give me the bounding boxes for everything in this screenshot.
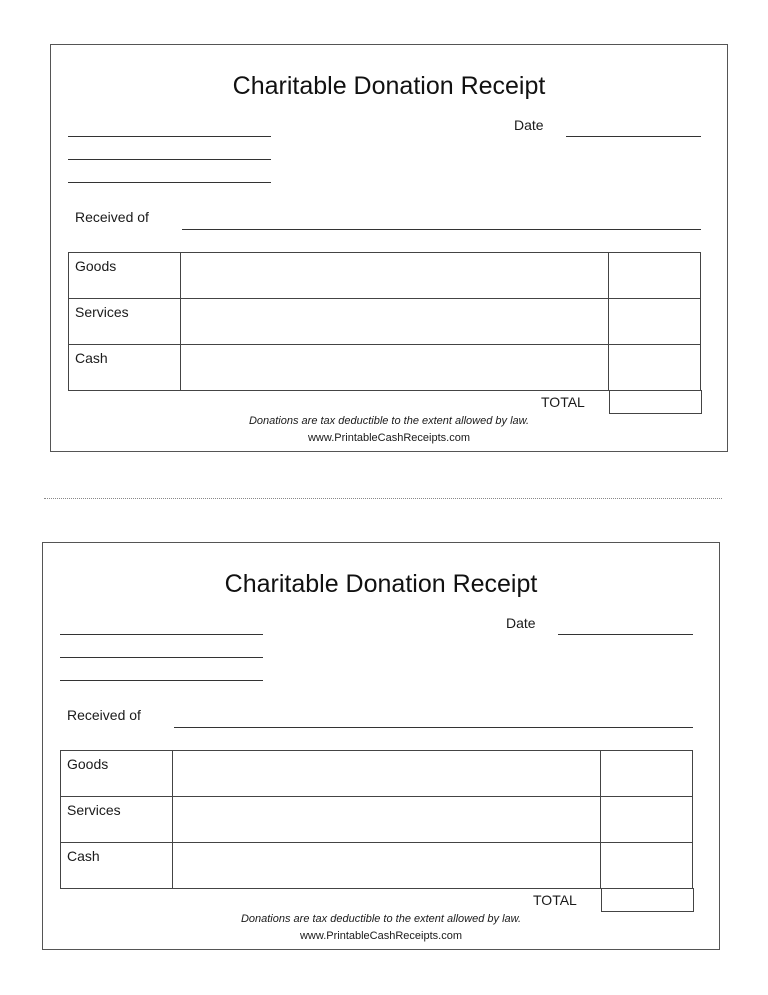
table-row xyxy=(61,843,693,889)
table-row xyxy=(69,253,701,299)
cash-label: Cash xyxy=(69,345,181,391)
date-label: Date xyxy=(514,117,544,133)
services-amount-field[interactable] xyxy=(601,797,693,843)
goods-label: Goods xyxy=(69,253,181,299)
table-row xyxy=(61,797,693,843)
table-row xyxy=(61,751,693,797)
received-of-field[interactable] xyxy=(182,229,701,230)
address-line-3[interactable] xyxy=(68,182,271,183)
table-row xyxy=(69,299,701,345)
cash-label: Cash xyxy=(61,843,173,889)
cut-line-divider xyxy=(44,498,722,499)
total-label: TOTAL xyxy=(541,394,585,410)
tax-deductible-note: Donations are tax deductible to the extent allowed by law. xyxy=(240,913,522,925)
table-row xyxy=(69,345,701,391)
address-line-2[interactable] xyxy=(60,657,263,658)
goods-amount-field[interactable] xyxy=(601,751,693,797)
address-line-2[interactable] xyxy=(68,159,271,160)
address-line-1[interactable] xyxy=(68,136,271,137)
received-of-label: Received of xyxy=(75,209,149,225)
cash-description-field[interactable] xyxy=(173,843,601,889)
tax-deductible-note: Donations are tax deductible to the extent allowed by law. xyxy=(248,415,530,427)
total-amount-field[interactable] xyxy=(601,888,694,912)
services-description-field[interactable] xyxy=(181,299,609,345)
website-url: www.PrintableCashReceipts.com xyxy=(299,930,462,942)
donation-receipt-bottom xyxy=(42,542,720,950)
received-of-field[interactable] xyxy=(174,727,693,728)
goods-description-field[interactable] xyxy=(181,253,609,299)
total-amount-field[interactable] xyxy=(609,390,702,414)
cash-amount-field[interactable] xyxy=(609,345,701,391)
services-label: Services xyxy=(69,299,181,345)
services-description-field[interactable] xyxy=(173,797,601,843)
cash-description-field[interactable] xyxy=(181,345,609,391)
services-label: Services xyxy=(61,797,173,843)
address-line-1[interactable] xyxy=(60,634,263,635)
goods-label: Goods xyxy=(61,751,173,797)
donation-items-table xyxy=(60,750,693,889)
received-of-label: Received of xyxy=(67,707,141,723)
address-line-3[interactable] xyxy=(60,680,263,681)
donation-receipt-top xyxy=(50,44,728,452)
donation-items-table xyxy=(68,252,701,391)
date-label: Date xyxy=(506,615,536,631)
total-label: TOTAL xyxy=(533,892,577,908)
goods-amount-field[interactable] xyxy=(609,253,701,299)
cash-amount-field[interactable] xyxy=(601,843,693,889)
services-amount-field[interactable] xyxy=(609,299,701,345)
receipt-title: Charitable Donation Receipt xyxy=(232,72,546,100)
receipt-title: Charitable Donation Receipt xyxy=(224,570,538,598)
goods-description-field[interactable] xyxy=(173,751,601,797)
date-field[interactable] xyxy=(566,136,701,137)
date-field[interactable] xyxy=(558,634,693,635)
website-url: www.PrintableCashReceipts.com xyxy=(307,432,470,444)
